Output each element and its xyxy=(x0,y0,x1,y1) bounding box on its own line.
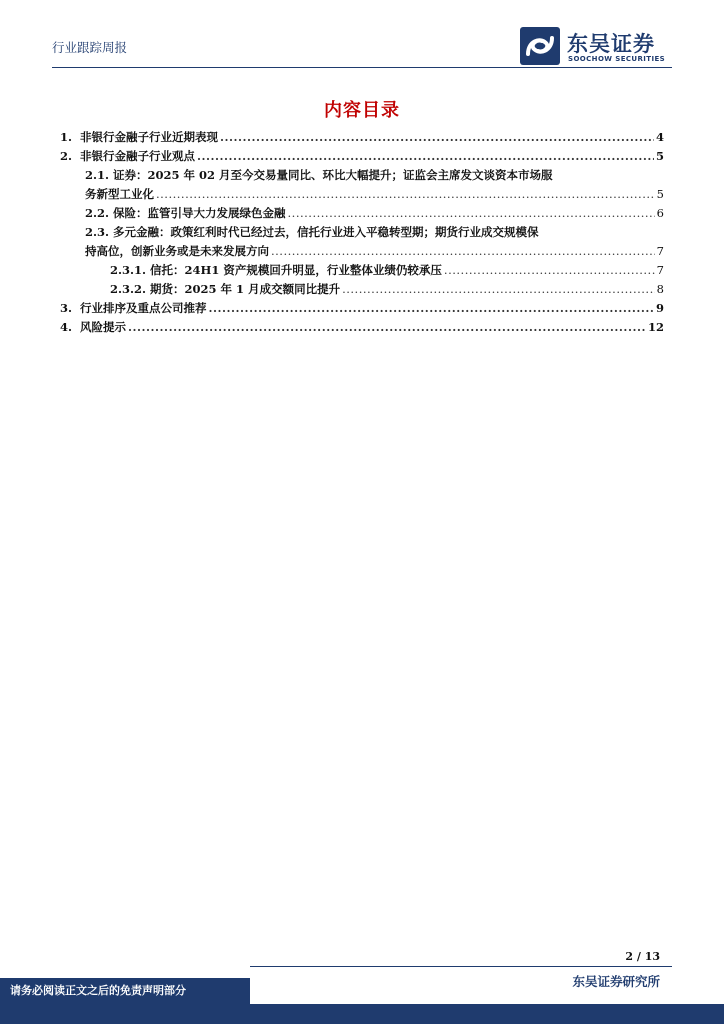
toc-entry-text: 风险提示 xyxy=(80,320,127,334)
dot-leader xyxy=(156,185,655,204)
logo-english-name: SOOCHOW SECURITIES xyxy=(568,55,666,63)
header-divider xyxy=(52,67,672,68)
toc-entry[interactable] xyxy=(60,223,664,261)
toc-entry-number: 2.2. xyxy=(85,206,110,220)
dot-leader xyxy=(271,242,655,261)
toc-entry-number: 2.1. xyxy=(85,168,110,182)
toc-entry[interactable] xyxy=(60,280,664,299)
toc-entry-page: 6 xyxy=(656,206,664,220)
company-logo xyxy=(520,27,680,67)
institute-name: 东吴证券研究所 xyxy=(572,974,660,989)
toc-entry-text-continued: 持高位，创新业务或是未来发展方向 xyxy=(85,244,269,258)
toc-entry-text: 期货：2025 年 1 月成交额同比提升 xyxy=(150,282,341,296)
footer-band xyxy=(0,1004,724,1024)
toc-entry-number: 2.3.2. xyxy=(110,282,147,296)
toc-entry-text: 非银行金融子行业观点 xyxy=(80,149,196,163)
page-separator: / xyxy=(636,950,641,963)
toc-entry[interactable] xyxy=(60,128,664,147)
footer-divider xyxy=(250,966,672,967)
toc-entry-page: 8 xyxy=(656,282,664,296)
soochow-logo-icon xyxy=(520,27,560,65)
toc-title: 内容目录 xyxy=(324,100,400,121)
toc-entry-text: 信托：24H1 资产规模回升明显，行业整体业绩仍较承压 xyxy=(150,263,442,277)
report-type-label: 行业跟踪周报 xyxy=(52,40,128,55)
dot-leader xyxy=(209,299,654,318)
dot-leader xyxy=(288,204,655,223)
page-number xyxy=(625,950,660,963)
toc-entry-page: 9 xyxy=(655,301,664,315)
toc-entry-text: 保险：监管引导大力发展绿色金融 xyxy=(113,206,286,220)
dot-leader xyxy=(220,128,654,147)
toc-entry-number: 2.3.1. xyxy=(110,263,147,277)
toc-entry-page: 5 xyxy=(655,149,664,163)
toc-entry-number: 3. xyxy=(60,301,73,315)
disclaimer-banner: 请务必阅读正文之后的免责声明部分 xyxy=(0,978,250,1004)
toc-entry-text: 非银行金融子行业近期表现 xyxy=(80,130,219,144)
dot-leader xyxy=(444,261,655,280)
toc-entry-page: 4 xyxy=(655,130,664,144)
toc-entry[interactable] xyxy=(60,261,664,280)
toc-entry[interactable] xyxy=(60,204,664,223)
page-current: 2 xyxy=(625,950,633,963)
table-of-contents xyxy=(60,128,664,337)
toc-entry[interactable] xyxy=(60,318,664,337)
toc-entry[interactable] xyxy=(60,147,664,166)
toc-entry-number: 1. xyxy=(60,130,73,144)
toc-entry[interactable] xyxy=(60,299,664,318)
toc-entry-number: 2. xyxy=(60,149,73,163)
logo-chinese-name: 东吴证券 xyxy=(567,32,655,56)
toc-entry[interactable] xyxy=(60,166,664,204)
toc-entry-number: 4. xyxy=(60,320,73,334)
dot-leader xyxy=(342,280,655,299)
toc-entry-number: 2.3. xyxy=(85,225,110,239)
toc-entry-text: 行业排序及重点公司推荐 xyxy=(80,301,207,315)
toc-entry-page: 7 xyxy=(656,263,664,277)
dot-leader xyxy=(197,147,654,166)
page-total: 13 xyxy=(644,950,660,963)
toc-entry-page: 5 xyxy=(656,187,664,201)
toc-entry-text: 证券：2025 年 02 月至今交易量同比、环比大幅提升；证监会主席发文谈资本市场服 xyxy=(113,168,553,182)
toc-entry-page: 12 xyxy=(647,320,664,334)
toc-entry-text-continued: 务新型工业化 xyxy=(85,187,154,201)
toc-entry-page: 7 xyxy=(656,244,664,258)
toc-entry-text: 多元金融：政策红利时代已经过去，信托行业进入平稳转型期；期货行业成交规模保 xyxy=(113,225,539,239)
dot-leader xyxy=(128,318,646,337)
